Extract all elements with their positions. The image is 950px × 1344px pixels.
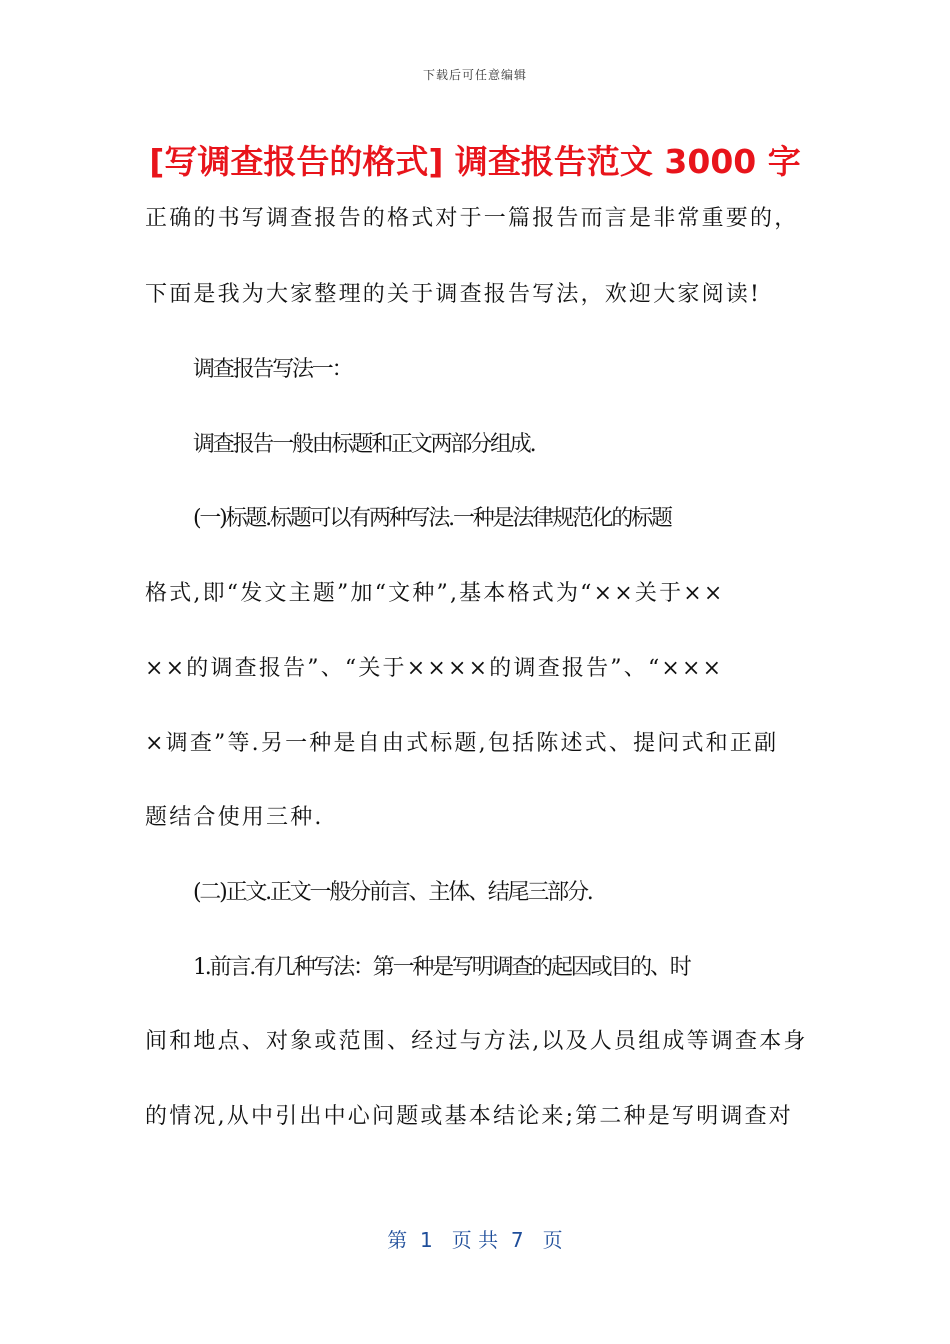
body-line: 1.前言.有几种写法：第一种是写明调查的起因或目的、时 (193, 955, 690, 980)
section-heading: 调查报告写法一： (193, 357, 352, 382)
body-line: ××的调查报告”、“关于××××的调查报告”、“××× (145, 656, 724, 681)
body-line: 的情况,从中引出中心问题或基本结论来;第二种是写明调查对 (145, 1104, 794, 1129)
body-line: 题结合使用三种. (145, 805, 324, 830)
header-note: 下载后可任意编辑 (422, 68, 527, 82)
page-number: 第 1 页 共 7 页 (387, 1228, 563, 1252)
body-line: (一)标题.标题可以有两种写法.一种是法律规范化的标题 (193, 506, 671, 531)
body-line: 调查报告一般由标题和正文两部分组成. (193, 432, 535, 457)
document-title: [写调查报告的格式] 调查报告范文 3000 字 (149, 142, 801, 181)
body-line: 间和地点、对象或范围、经过与方法,以及人员组成等调查本身 (145, 1029, 808, 1054)
body-line: 正确的书写调查报告的格式对于一篇报告而言是非常重要的， (145, 206, 799, 231)
body-line: (二)正文.正文一般分前言、主体、结尾三部分. (193, 880, 592, 905)
body-line: ×调查”等.另一种是自由式标题,包括陈述式、提问式和正副 (145, 731, 779, 756)
body-line: 格式,即“发文主题”加“文种”,基本格式为“××关于×× (145, 581, 725, 606)
body-line: 下面是我为大家整理的关于调查报告写法，欢迎大家阅读! (145, 282, 762, 307)
